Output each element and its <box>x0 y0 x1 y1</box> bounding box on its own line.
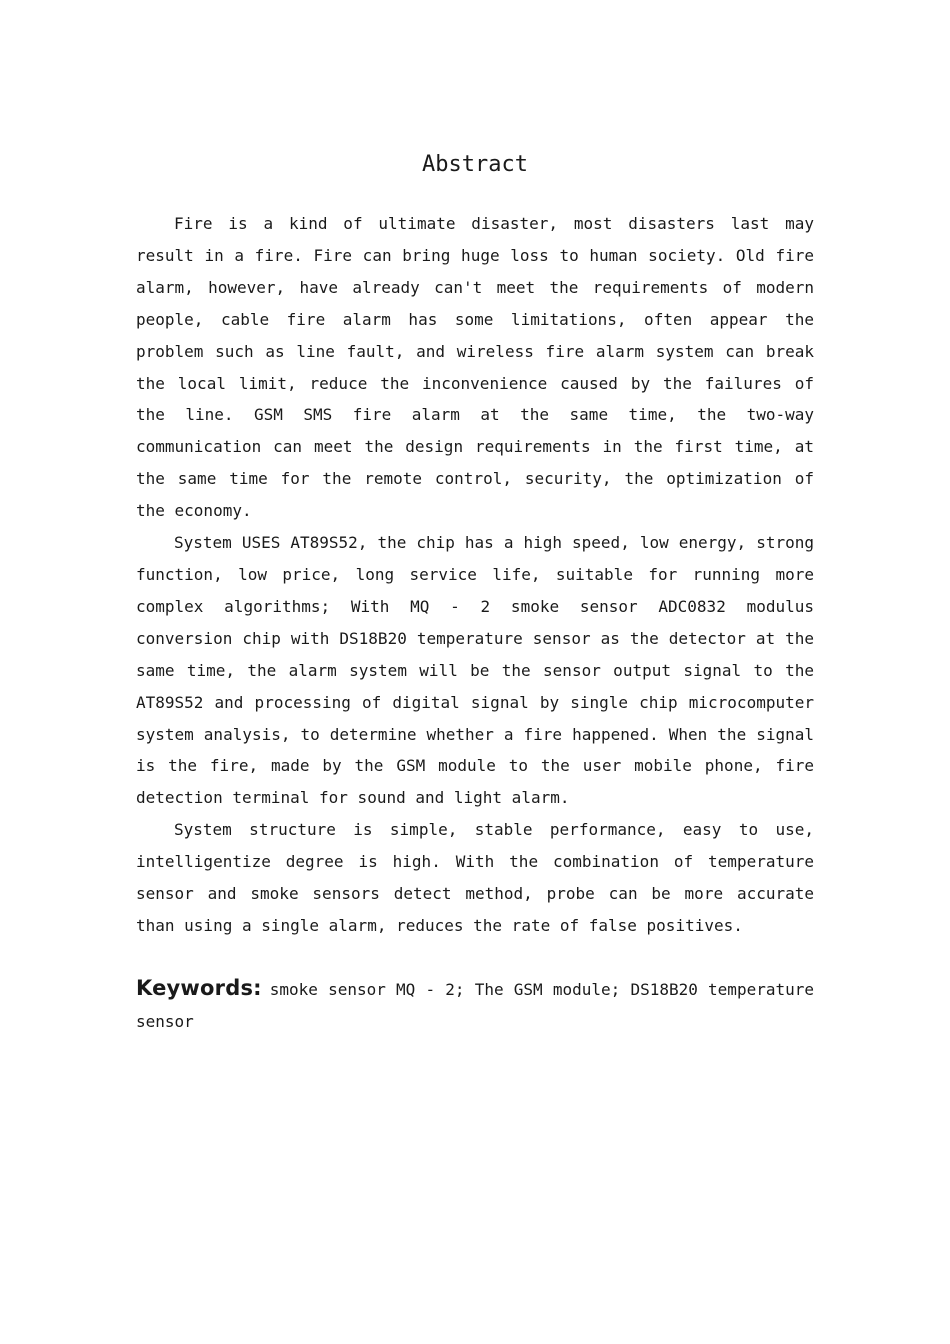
abstract-paragraph-2: System USES AT89S52, the chip has a high speed, low energy, strong function, low price, long service life, suitable for running more complex algorithms; With MQ - 2 smoke sensor ADC0832 modulus conversion chip with DS18B20 temperature sensor as the detector at the same time, the alarm system will be the sensor output signal to the AT89S52 and processing of digital signal by single chip microcomputer system analysis, to determine whether a fire happened. When the signal is the fire, made by the GSM module to the user mobile phone, fire detection terminal for sound and light alarm. <box>136 533 814 808</box>
page-title: Abstract <box>422 152 528 177</box>
keywords-line <box>136 972 814 1038</box>
abstract-paragraph-3: System structure is simple, stable performance, easy to use, intelligentize degree is high. With the combination of temperature sensor and smoke sensors detect method, probe can be more accurate than using a single alarm, reduces the rate of false positives. <box>136 820 814 935</box>
abstract-paragraph-1: Fire is a kind of ultimate disaster, most disasters last may result in a fire. Fire can bring huge loss to human society. Old fire alarm, however, have already can't meet the requirements of modern people, cable fire alarm has some limitations, often appear the problem such as line fault, and wireless fire alarm system can break the local limit, reduce the inconvenience caused by the failures of the line. GSM SMS fire alarm at the same time, the two-way communication can meet the design requirements in the first time, at the same time for the remote control, security, the optimization of the economy. <box>136 214 814 521</box>
keywords-text: smoke sensor MQ - 2; The GSM module; DS18B20 temperature sensor <box>136 980 814 1031</box>
abstract-body <box>136 208 814 942</box>
keywords-label: Keywords: <box>136 976 262 1000</box>
